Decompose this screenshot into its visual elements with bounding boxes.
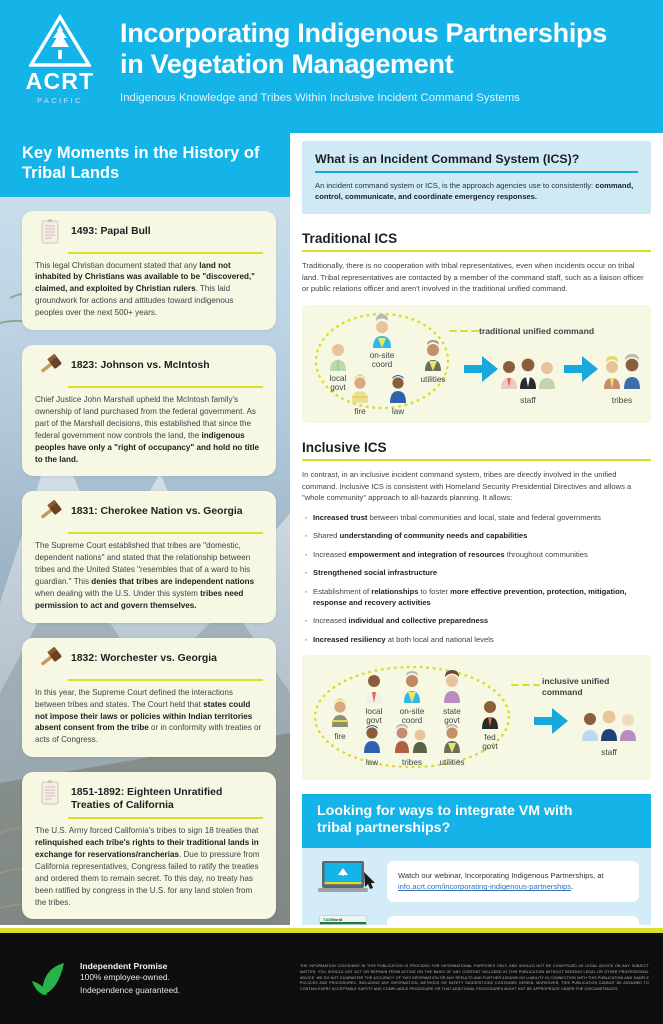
cta-heading-line1: Looking for ways to integrate VM with (317, 802, 573, 819)
benefit-item: · Shared understanding of community needs and capabilities (302, 530, 651, 541)
label-fed-govt: fed (484, 732, 496, 742)
label-utilities: utilities (420, 374, 446, 384)
timeline-heading-bar (0, 133, 290, 197)
timeline-card-title: 1493: Papal Bull (71, 225, 151, 237)
timeline-card-head (35, 354, 263, 381)
timeline-card (22, 345, 276, 476)
scroll-document-icon (35, 217, 65, 247)
person-local-govt (330, 344, 346, 371)
label-local-govt-2: govt (330, 382, 346, 392)
label-state-govt: state (443, 706, 461, 716)
legal-disclaimer: THE INFORMATION CONTAINED IN THIS PUBLICATION IS PROVIDED FOR INFORMATIONAL PURPOSES ONLY, AND SHOULD NOT BE CONSTRUED AS LEGAL ADVICE ON ANY SUBJECT MATTER. YOU SHOULD NOT ACT OR REFRAIN FROM ACTING ON THE BASIS OF ANY CONTENT INCLUDED IN THIS PUBLICATION WITHOUT SEEKING LEGAL OR OTHER PROFESSIONAL ADVICE. WE DO NOT GUARANTEE THE ACCURACY OF THIS INFORMATION OR ANY RESULTS AND FURTHER ASSUME NO LIABILITY IN CONNECTION WITH THIS PUBLICATION AND SAMPLE POLICIES AND PROCEDURES, INCLUDING ANY INFORMATION, METHODS OR SAFETY SUGGESTIONS CONTAINED HEREIN. MOREOVER, THIS PUBLICATION CANNOT BE ASSUMED TO CONTAIN EVERY ACCEPTABLE SAFETY AND COMPLIANCE PROCEDURE OR THAT ADDITIONAL PROCEDURES MIGHT NOT BE APPROPRIATE UNDER THE CIRCUMSTANCES. (300, 964, 649, 992)
inclusive-ics-body: In contrast, in an inclusive incident command system, tribes are directly involved in the unified command. Inclusive ICS is consistent with Homeland Security Presidential Directives and allows a "whole community" approach to all-hazards planning. It allows: (302, 470, 632, 503)
label-onsite-coord-4: coord (401, 715, 423, 725)
staff-group-2 (582, 710, 636, 756)
scroll-document-icon (35, 778, 65, 808)
label-state-govt-2: govt (444, 715, 460, 725)
timeline-card-head (35, 781, 263, 812)
label-staff: staff (520, 394, 536, 405)
timeline-card-rule (68, 532, 263, 534)
timeline-card (22, 772, 276, 919)
label-local-govt: local (329, 373, 347, 383)
cta-card-webinar (387, 861, 639, 902)
timeline-card-head (35, 500, 263, 527)
page-title-line2: in Vegetation Management (120, 48, 454, 79)
ics-definition-rule (315, 171, 638, 173)
benefit-item: · Increased trust between tribal communities and local, state and federal governments (302, 512, 651, 523)
inclusive-ics-diagram (302, 655, 651, 780)
inclusive-ics-section (302, 440, 651, 780)
traditional-flow-svg (302, 305, 651, 423)
gavel-icon (35, 351, 65, 381)
cta-webinar-text: Watch our webinar, Incorporating Indigenous Partnerships, at info.acrt.com/incorporating-indigenous-partnerships. (398, 870, 604, 892)
page-header (0, 0, 663, 133)
cta-row-webinar[interactable] (314, 858, 639, 904)
label-fed-govt-2: govt (482, 741, 498, 751)
timeline-list (0, 197, 290, 928)
timeline-card (22, 211, 276, 330)
benefit-item: · Increased empowerment and integration of resources throughout communities (302, 549, 651, 560)
label-local-govt-4: govt (366, 715, 382, 725)
acrt-triangle-tree-icon (29, 14, 91, 68)
benefit-item: · Increased individual and collective preparedness (302, 615, 651, 626)
timeline-card-body: The Supreme Court established that tribes are "domestic, dependent nations" and stated that the relationship between tribes and the United States "resembles that of a ward to his guardian." This denies that tribes are independent nations when dealing with the U.S. Under this system tribes need permission to act and govern themselves. (35, 541, 255, 610)
timeline-card-head (35, 647, 263, 674)
person-state-govt (444, 670, 460, 703)
timeline-card-title: 1831: Cherokee Nation vs. Georgia (71, 506, 243, 518)
label-tribes: tribes (611, 394, 633, 405)
label-onsite-coord-2: coord (371, 359, 393, 369)
staff-group (501, 359, 555, 405)
timeline-card-rule (68, 817, 263, 819)
person-fire-2 (332, 698, 348, 727)
timeline-card-head (35, 220, 263, 247)
independent-promise-line2: Independence guaranteed. (80, 984, 181, 995)
independent-promise-text (80, 961, 180, 996)
benefit-item: · Establishment of relationships to foster more effective prevention, protection, mitigation, response and recovery activities (302, 586, 651, 608)
timeline-card-title: 1832: Worchester vs. Georgia (71, 652, 217, 664)
inclusive-ics-rule (302, 459, 651, 461)
person-fed-govt (482, 701, 498, 729)
timeline-card (22, 638, 276, 757)
person-onsite-coord (373, 314, 391, 348)
laptop-webinar-icon (314, 858, 378, 904)
svg-text:T&D: T&D (323, 917, 332, 923)
timeline-card-title: 1823: Johnson vs. McIntosh (71, 360, 210, 372)
traditional-unified-command-label: traditional unified command (479, 325, 595, 336)
arrow-1-icon (464, 356, 498, 382)
independent-promise-title: Independent Promise (80, 960, 168, 971)
timeline-card-body: In this year, the Supreme Court defined the interactions between tribes and states. The Court held that states could not impose their laws or policies within Indian territories absent consent from the tribe or in conformity with treaties or acts of Congress. (35, 687, 262, 745)
tribes-group (604, 354, 640, 405)
page-title (120, 18, 607, 80)
inclusive-unified-command-label: inclusive unified (542, 675, 610, 686)
traditional-ics-rule (302, 250, 651, 252)
label-tribes-2: tribes (401, 757, 423, 767)
acrt-wordmark: ACRT (25, 68, 95, 94)
person-onsite-coord-2 (404, 671, 420, 703)
leaf-icon (26, 959, 70, 999)
page-subtitle: Indigenous Knowledge and Tribes Within Inclusive Incident Command Systems (120, 91, 520, 104)
ics-definition-heading: What is an Incident Command System (ICS)? (315, 152, 580, 166)
independent-promise-block (0, 959, 300, 999)
arrow-2-icon (564, 356, 598, 382)
timeline-card-rule (68, 386, 263, 388)
traditional-ics-section (302, 231, 651, 423)
label-law: law (391, 406, 405, 416)
benefit-item: · Increased resiliency at both local and national levels (302, 634, 651, 645)
svg-text:World: World (331, 917, 343, 923)
label-staff-2: staff (601, 746, 617, 757)
header-text-block (120, 0, 621, 104)
label-utilities-2: utilities (439, 757, 465, 767)
page-body (0, 133, 663, 928)
inclusive-unified-command-label-2: command (542, 686, 583, 697)
label-law-2: law (365, 757, 379, 767)
webinar-link[interactable]: info.acrt.com/incorporating-indigenous-partnerships (398, 882, 572, 892)
gavel-icon (35, 497, 65, 527)
acrt-sub-wordmark: PACIFIC (37, 96, 83, 105)
person-law-2 (364, 725, 380, 753)
timeline-card-body: This legal Christian document stated that any land not inhabited by Christians was available to be "discovered," claimed, and exploited by Christian rulers. This laid groundwork for actions and attitudes toward indigenous peoples over the next 500+ years. (35, 260, 255, 318)
timeline-card (22, 491, 276, 622)
acrt-logo (0, 0, 120, 105)
inclusive-flow-svg (302, 655, 651, 780)
inclusive-ics-benefits-list (302, 512, 651, 645)
timeline-card-body: Chief Justice John Marshall upheld the McIntosh family's ownership of land purchased from the federal government. As part of the Marshall decisions, this established that since the federal government now controls the land, the indigenous peoples have only a "right of occupancy" and hold no title to the land. (35, 395, 259, 464)
timeline-column (0, 133, 290, 928)
timeline-card-rule (68, 252, 263, 254)
person-tribes-2 (395, 724, 427, 753)
timeline-card-body: The U.S. Army forced California's tribes to sign 18 treaties that relinquished each tribe's rights to their traditional lands in exchange for reservations/rancherias. Due to pressure from California representatives, Congress failed to ratify the treaties and ordered them to remain secret. To this day, no treaty has been ratified by congress in the U.S. for any land stolen from the tribes. (35, 826, 260, 907)
ics-definition-body: An incident command system or ICS, is the approach agencies use to consistently: command, control, communicate, and coordinate emergency responses. (315, 181, 634, 202)
gavel-icon (35, 644, 65, 674)
person-utilities-2 (444, 724, 460, 753)
person-local-govt-2 (366, 675, 382, 703)
label-onsite-coord-3: on-site (399, 706, 425, 716)
label-local-govt-3: local (365, 706, 383, 716)
label-onsite-coord: on-site (369, 350, 395, 360)
timeline-card-rule (68, 679, 263, 681)
independent-promise-line1: 100% employee-owned. (80, 971, 170, 982)
cta-heading-line2: tribal partnerships? (317, 820, 451, 837)
person-utilities (425, 340, 441, 371)
inclusive-ics-heading: Inclusive ICS (302, 439, 387, 455)
label-fire: fire (354, 406, 366, 416)
person-law (390, 375, 406, 403)
traditional-ics-diagram (302, 305, 651, 423)
traditional-ics-body: Traditionally, there is no cooperation with tribal representatives, even when incidents occur on tribal land. Tribal representatives are contacted by a member of the command staff, such as a liaison officer or public relations officer and aren't involved in the traditional unified command. (302, 261, 644, 294)
timeline-heading: Key Moments in the History of Tribal Lands (22, 144, 260, 182)
person-fire (352, 374, 368, 403)
arrow-3-icon (534, 708, 568, 734)
cta-heading-bar (302, 794, 651, 849)
page-title-line1: Incorporating Indigenous Partnerships (120, 18, 607, 48)
ics-definition-panel (302, 141, 651, 214)
traditional-ics-heading: Traditional ICS (302, 231, 398, 247)
timeline-card-title: 1851-1892: Eighteen Unratified Treaties of California (71, 787, 223, 812)
cta-heading (317, 803, 636, 838)
page-footer (0, 928, 663, 1024)
content-column (290, 133, 663, 928)
benefit-item: · Strengthened social infrastructure (302, 567, 651, 578)
label-fire-2: fire (334, 731, 346, 741)
